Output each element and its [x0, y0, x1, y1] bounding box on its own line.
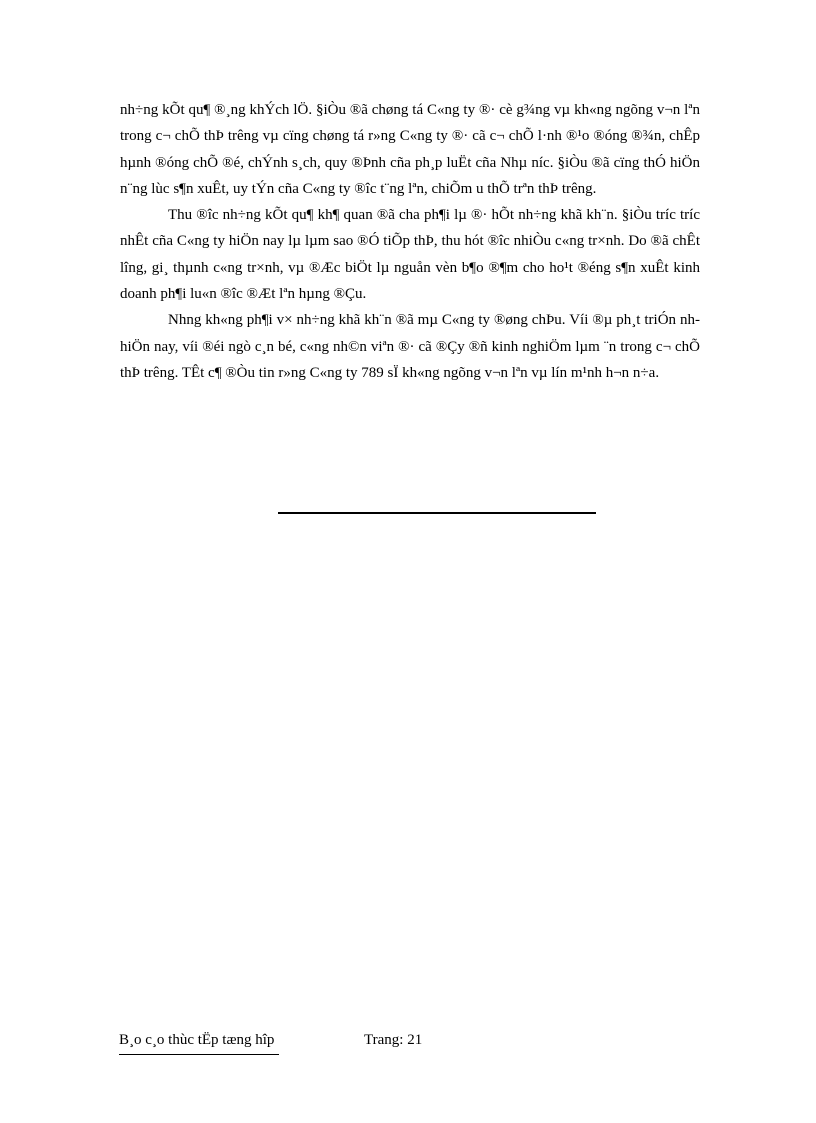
- paragraph-1: nh÷ng kÕt qu¶ ®¸ng khÝch lÖ. §iÒu ®ã chøng tá C«ng ty ®· cè g¾ng vµ kh«ng ngõng v¬n lªn trong c¬ chÕ thÞ trêng vµ cïng chøng tá r»ng C«ng ty ®· cã c¬ chÕ l·nh ®¹o ®óng ®¾n, chÊp hµnh ®óng chÕ ®é, chÝnh s¸ch, quy ®Þnh cña ph¸p luËt cña Nhµ níc. §iÒu ®ã cïng thÓ hiÖn n¨ng lùc s¶n xuÊt, uy tÝn cña C«ng ty ®îc t¨ng lªn, chiÕm u thÕ trªn thÞ trêng.: [120, 102, 700, 197]
- page-footer: [119, 1032, 519, 1056]
- paragraph-2: Thu ®îc nh÷ng kÕt qu¶ kh¶ quan ®ã cha ph¶i lµ ®· hÕt nh÷ng khã kh¨n. §iÒu tríc tríc nhÊt cña C«ng ty hiÖn nay lµ lµm sao ®Ó tiÕp thÞ, thu hót ®îc nhiÒu c«ng tr×nh. Do ®ã chÊt lîng, gi¸ thµnh c«ng tr×nh, vµ ®Æc biÖt lµ nguån vèn b¶o ®¶m cho ho¹t ®éng s¶n xuÊt kinh doanh ph¶i lu«n ®îc ®Æt lªn hµng ®Çu.: [120, 207, 700, 303]
- page-number: Trang: 21: [364, 1032, 423, 1048]
- body-text: [120, 97, 700, 386]
- footer-underline: [119, 1054, 279, 1055]
- paragraph-3: Nhng kh«ng ph¶i v× nh÷ng khã kh¨n ®ã mµ C«ng ty ®øng chÞu. Víi ®µ ph¸t triÓn nh hiÖn nay, víi ®éi ngò c¸n bé, c«ng nh©n viªn ®· cã ®Çy ®ñ kinh nghiÖm lµm ¨n trong c¬ chÕ thÞ trêng. TÊt c¶ ®Òu tin r»ng C«ng ty 789 sÏ kh«ng ngõng v¬n lªn vµ lín m¹nh h¬n n÷a.: [120, 312, 700, 381]
- section-divider: [278, 512, 596, 514]
- footer-title: B¸o c¸o thùc tËp tæng hîp: [119, 1032, 275, 1048]
